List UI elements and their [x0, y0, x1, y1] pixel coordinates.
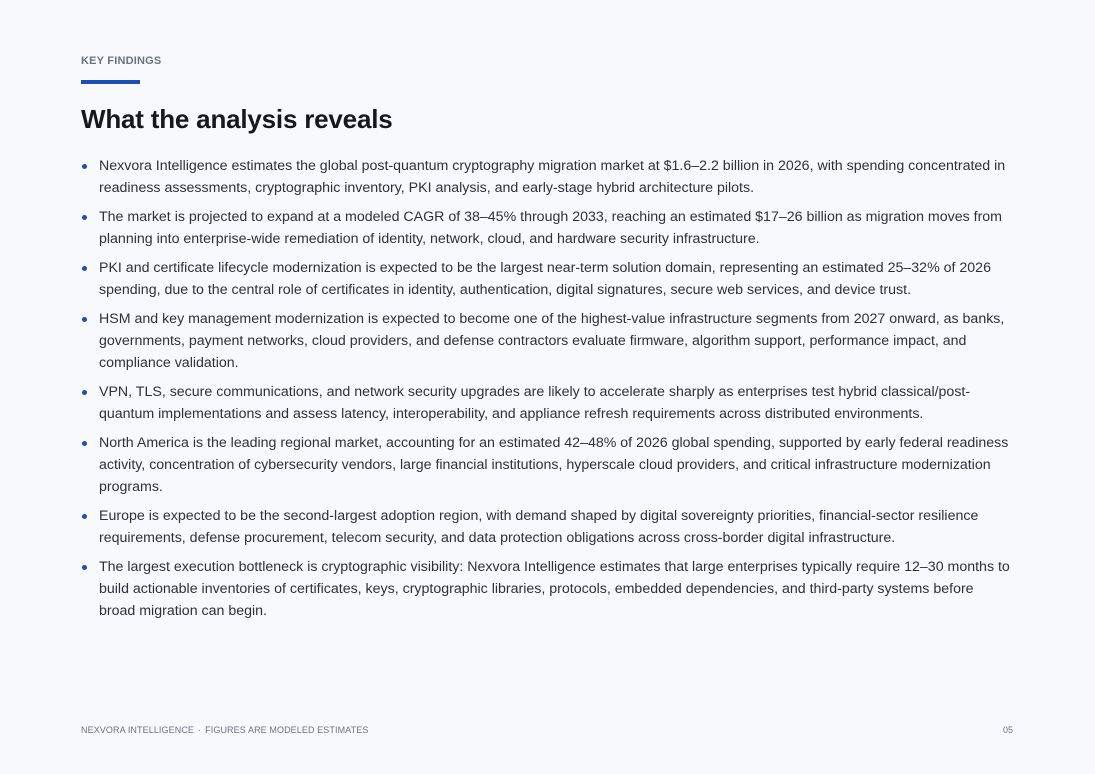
section-eyebrow: KEY FINDINGS	[81, 55, 162, 67]
footer-note: FIGURES ARE MODELED ESTIMATES	[205, 725, 369, 735]
finding-text: Nexvora Intelligence estimates the global post-quantum cryptography migration market at $1.6–2.2 billion in 2026, with spending concentrated in readiness assessments, cryptographic inventory, PKI analysis, and early-stage hybrid architecture pilots.	[99, 158, 1006, 196]
finding-text: North America is the leading regional market, accounting for an estimated 42–48% of 2026 global spending, supported by early federal readiness activity, concentration of cybersecurity vendors, large financial institutions, hyperscale cloud providers, and critical infrastructure modernization programs.	[99, 435, 1009, 495]
footer-brand: NEXVORA INTELLIGENCE	[81, 725, 195, 735]
finding-text: HSM and key management modernization is expected to become one of the highest-value infrastructure segments from 2027 onward, as banks, governments, payment networks, cloud providers, and defense contractors evaluate firmware, algorithm support, performance impact, and compliance validation.	[99, 311, 1005, 371]
finding-text: VPN, TLS, secure communications, and network security upgrades are likely to accelerate sharply as enterprises test hybrid classical/post-quantum implementations and assess latency, interoperability, and appliance refresh requirements across distributed environments.	[99, 384, 971, 422]
finding-item	[81, 381, 1011, 425]
page-number: 05	[1002, 725, 1013, 735]
finding-item	[81, 556, 1011, 622]
finding-text: PKI and certificate lifecycle modernization is expected to be the largest near-term solution domain, representing an estimated 25–32% of 2026 spending, due to the central role of certificates in identity, authentication, digital signatures, secure web services, and device trust.	[99, 260, 991, 298]
finding-item	[81, 432, 1011, 498]
finding-text: The largest execution bottleneck is cryptographic visibility: Nexvora Intelligence estimates that large enterprises typically require 12–30 months to build actionable inventories of certificates, keys, cryptographic libraries, protocols, embedded dependencies, and third-party systems before broad migration can begin.	[99, 559, 1010, 619]
footer-separator: ·	[198, 725, 202, 735]
finding-item	[81, 155, 1011, 199]
finding-item	[81, 206, 1011, 250]
footer-credit	[81, 725, 368, 735]
accent-rule	[81, 80, 140, 84]
bullet-icon	[82, 266, 87, 271]
page-title: What the analysis reveals	[81, 104, 393, 134]
bullet-icon	[82, 164, 87, 169]
bullet-icon	[82, 441, 87, 446]
bullet-icon	[82, 390, 87, 395]
finding-text: Europe is expected to be the second-largest adoption region, with demand shaped by digital sovereignty priorities, financial-sector resilience requirements, defense procurement, telecom security, and data protection obligations across cross-border digital infrastructure.	[99, 508, 979, 546]
report-page	[81, 0, 1011, 774]
bullet-icon	[82, 317, 87, 322]
bullet-icon	[82, 215, 87, 220]
finding-text: The market is projected to expand at a modeled CAGR of 38–45% through 2033, reaching an estimated $17–26 billion as migration moves from planning into enterprise-wide remediation of identity, network, cloud, and hardware security infrastructure.	[99, 209, 1002, 247]
finding-item	[81, 257, 1011, 301]
finding-item	[81, 308, 1011, 374]
findings-list	[81, 155, 1011, 629]
bullet-icon	[82, 514, 87, 519]
bullet-icon	[82, 565, 87, 570]
finding-item	[81, 505, 1011, 549]
